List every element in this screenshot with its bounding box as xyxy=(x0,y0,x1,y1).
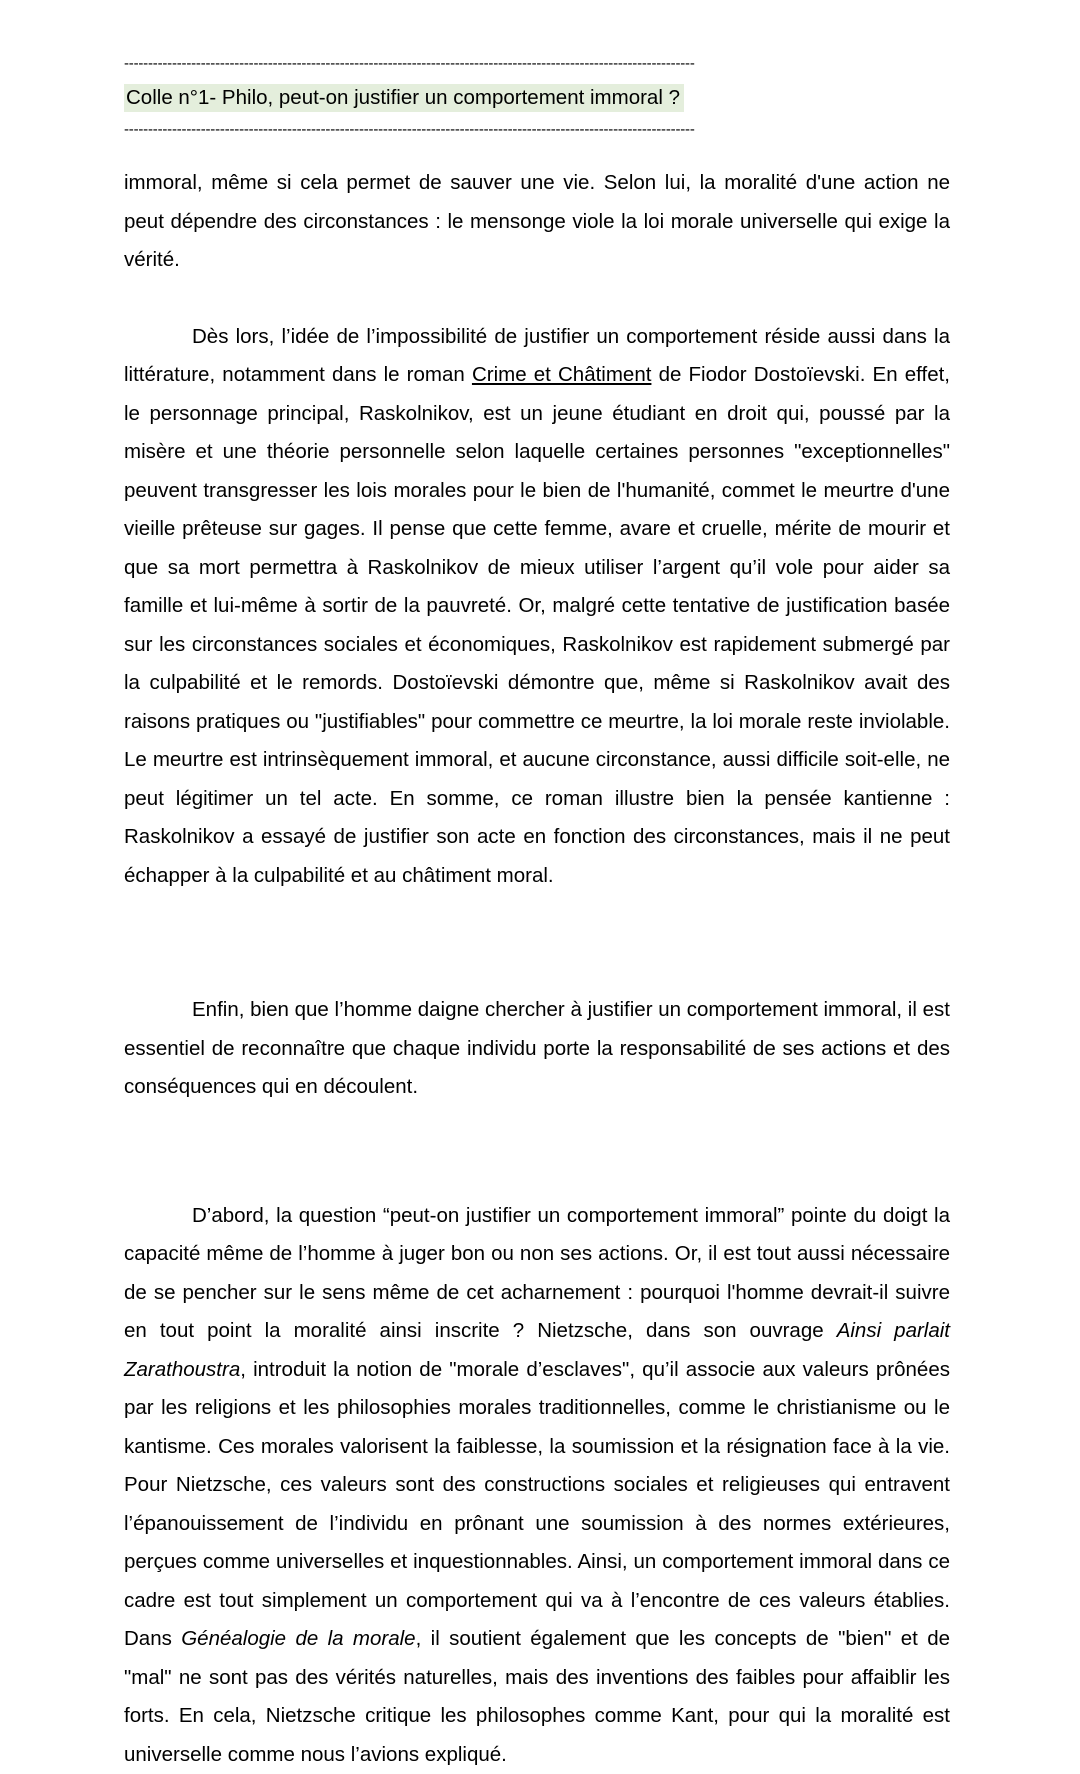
page-title xyxy=(124,83,950,113)
paragraph-text: , il soutient également que les concepts de "bien" et de "mal" ne sont pas des vérités naturelles, mais des inventions des faibles pour affaiblir les forts. En cela, Nietzsche critique les philosophes comme Kant, pour qui la moralité est universelle comme nous l’avions expliqué. xyxy=(124,1627,950,1766)
document-body xyxy=(124,164,950,1774)
paragraph-text: de Fiodor Dostoïevski. En effet, le personnage principal, Raskolnikov, est un jeune étudiant en droit qui, poussé par la misère et une théorie personnelle selon laquelle certaines personnes "exceptionnelles" peuvent transgresser les lois morales pour le bien de l'humanité, commet le meurtre d'une vieille prêteuse sur gages. Il pense que cette femme, avare et cruelle, mérite de mourir et que sa mort permettra à Raskolnikov de mieux utiliser l’argent qu’il vole pour aider sa famille et lui-même à sortir de la pauvreté. Or, malgré cette tentative de justification basée sur les circonstances sociales et économiques, Raskolnikov est rapidement submergé par la culpabilité et le remords. Dostoïevski démontre que, même si Raskolnikov avait des raisons pratiques ou "justifiables" pour commettre ce meurtre, la loi morale reste inviolable. Le meurtre est intrinsèquement immoral, et aucune circonstance, aussi difficile soit-elle, ne peut légitimer un tel acte. En somme, ce roman illustre bien la pensée kantienne : Raskolnikov a essayé de justifier son acte en fonction des circonstances, mais il ne peut échapper à la culpabilité et au châtiment moral. xyxy=(124,363,950,887)
book-title-crime-et-chatiment: Crime et Châtiment xyxy=(472,363,651,386)
paragraph-spacer xyxy=(124,895,950,991)
paragraph-enfin xyxy=(124,991,950,1107)
horizontal-rule-top: ----------------------------------------------------------------------------------------------------------------------- xyxy=(124,56,950,72)
document-content xyxy=(124,56,950,1774)
paragraph-text: Enfin, bien que l’homme daigne chercher à justifier un comportement immoral, il est essentiel de reconnaître que chaque individu porte la responsabilité de ses actions et des conséquences qui en découlent. xyxy=(124,998,950,1098)
horizontal-rule-bottom: ----------------------------------------------------------------------------------------------------------------------- xyxy=(124,122,950,138)
paragraph-text: D’abord, la question “peut-on justifier un comportement immoral” pointe du doigt la capacité même de l’homme à juger bon ou non ses actions. Or, il est tout aussi nécessaire de se pencher sur le sens même de cet acharnement : pourquoi l'homme devrait-il suivre en tout point la moralité ainsi inscrite ? Nietzsche, dans son ouvrage xyxy=(124,1204,950,1343)
paragraph-spacer xyxy=(124,1107,950,1197)
paragraph-spacer xyxy=(124,280,950,318)
paragraph-kant-continuation xyxy=(124,164,950,280)
paragraph-text: immoral, même si cela permet de sauver une vie. Selon lui, la moralité d'une action ne peut dépendre des circonstances : le mensonge viole la loi morale universelle qui exige la vérité. xyxy=(124,171,950,271)
book-title-ainsi-parlait-zarathoustra: Ainsi parlait Zarathoustra xyxy=(124,1319,950,1381)
paragraph-dostoievski xyxy=(124,318,950,896)
page-title-highlight: Colle n°1- Philo, peut-on justifier un comportement immoral ? xyxy=(124,84,684,112)
paragraph-text: , introduit la notion de "morale d’esclaves", qu’il associe aux valeurs prônées par les religions et les philosophies morales traditionnelles, comme le christianisme ou le kantisme. Ces morales valorisent la faiblesse, la soumission et la résignation face à la vie. Pour Nietzsche, ces valeurs sont des constructions sociales et religieuses qui entravent l’épanouissement de l’individu en prônant une soumission à des normes extérieures, perçues comme universelles et inquestionnables. Ainsi, un comportement immoral dans ce cadre est tout simplement un comportement qui va à l’encontre de ces valeurs établies. Dans xyxy=(124,1358,950,1651)
book-title-genealogie-de-la-morale: Généalogie de la morale xyxy=(181,1627,415,1650)
paragraph-text: Dès lors, l’idée de l’impossibilité de justifier un comportement réside aussi dans la littérature, notamment dans le roman xyxy=(124,325,950,387)
paragraph-nietzsche xyxy=(124,1197,950,1774)
